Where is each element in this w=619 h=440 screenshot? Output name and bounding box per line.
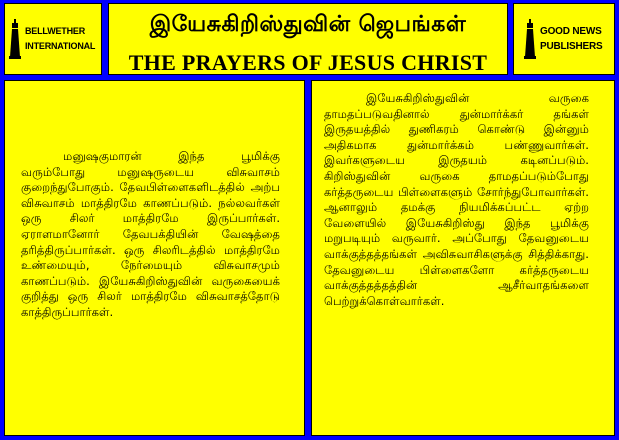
left-column — [4, 80, 305, 436]
right-column — [311, 80, 615, 436]
title-banner — [108, 3, 508, 75]
logo-right-line2: PUBLISHERS — [540, 41, 603, 52]
lighthouse-icon — [9, 19, 21, 59]
logo-left-line1: BELLWETHER — [25, 26, 85, 36]
left-paragraph: மனுஷகுமாரன் இந்த பூமிக்கு வரும்போது மனுஷருடைய விசுவாசம் குறைந்துபோகும். தேவபிள்ளைகளிடத்தில் அற்ப விசுவாசம் மாத்திரமே காணப்படும். நல்லவர்கள் ஒரு சிலர் மாத்திரமே இருப்பார்கள். ஏராளமானோர் தேவபக்தியின் வேஷத்தை தரித்திருப்பார்கள். ஒரு சிலரிடத்தில் மாத்திரமே உண்மையும், நேர்மையும் விசுவாசமும் காணப்படும். இயேசுகிறிஸ்துவின் வருகையைக் குறித்து ஒரு சிலர் மாத்திரமே விசுவாசத்தோடு காத்திருப்பார்கள். — [21, 149, 280, 319]
lighthouse-icon — [524, 19, 536, 59]
title-tamil: இயேசுகிறிஸ்துவின் ஜெபங்கள் — [149, 12, 467, 37]
bellwether-logo — [4, 3, 102, 75]
logo-right-line1: GOOD NEWS — [540, 26, 602, 37]
right-paragraph: இயேசுகிறிஸ்துவின் வருகை தாமதப்படுவதினால் துன்மார்க்கர் தங்கள் இருதயத்தில் துணிகரம் கொண்டு இன்னும் அதிகமாக துன்மார்க்கம் பண்ணுவார்கள். இவர்களுடைய இருதயம் கடினப்படும். கிறிஸ்துவின் வருகை தாமதப்படும்போது கர்த்தருடைய பிள்ளைகளும் சோர்ந்துபோவார்கள். ஆனாலும் தமக்கு நியமிக்கப்பட்ட ஏற்ற வேளையில் இயேசுகிறிஸ்து இந்த பூமிக்கு மறுபடியும் வருவார். அப்போது தேவனுடைய வாக்குத்தத்தங்கள் அவிசுவாசிகளுக்கு சித்திக்காது. தேவனுடைய பிள்ளைகளோ கர்த்தருடைய வாக்குத்தத்தத்தின் ஆசீர்வாதங்களை பெற்றுக்கொள்வார்கள். — [324, 91, 589, 308]
logo-left-line2: INTERNATIONAL — [25, 41, 96, 51]
good-news-logo — [513, 3, 615, 75]
title-english: THE PRAYERS OF JESUS CHRIST — [128, 50, 488, 75]
